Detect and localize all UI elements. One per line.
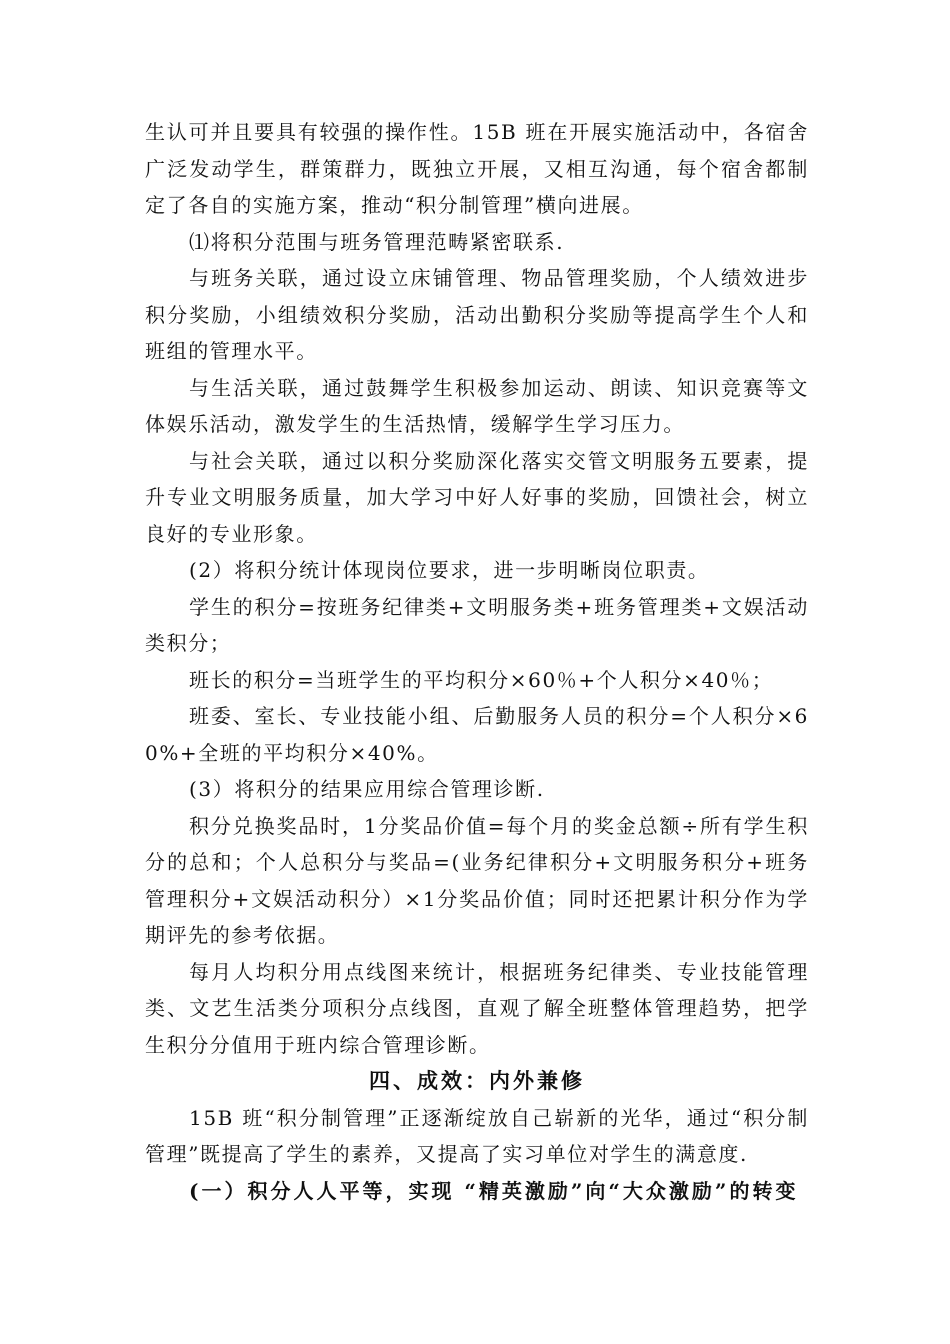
section-paragraph: 15B 班“积分制管理”正逐渐绽放自己崭新的光华，通过“积分制管理”既提高了学生的素养，又提高了实习单位对学生的满意度. <box>145 1105 809 1166</box>
paragraph-continuation: 生认可并且要具有较强的操作性。15B 班在开展实施活动中，各宿舍广泛发动学生，群策群力，既独立开展，又相互沟通，每个宿舍都制定了各自的实施方案，推动“积分制管理”横向进展。 <box>145 120 809 217</box>
paragraph-prize-exchange: 积分兑换奖品时，1分奖品价值=每个月的奖金总额÷所有学生积分的总和；个人总积分与奖品=(业务纪律积分+文明服务积分+班务管理积分+文娱活动积分）×1分奖品价值；同时还把累计积分作为学期评先的参考依据。 <box>145 813 809 947</box>
paragraph-society: 与社会关联，通过以积分奖励深化落实交管文明服务五要素，提升专业文明服务质量，加大学习中好人好事的奖励，回馈社会，树立良好的专业形象。 <box>145 448 809 546</box>
paragraph-class-affairs: 与班务关联，通过设立床铺管理、物品管理奖励，个人绩效进步积分奖励，小组绩效积分奖励，活动出勤积分奖励等提高学生个人和班组的管理水平。 <box>145 266 809 363</box>
paragraph-life: 与生活关联，通过鼓舞学生积极参加运动、朗读、知识竞赛等文体娱乐活动，激发学生的生活热情，缓解学生学习压力。 <box>145 375 809 436</box>
paragraph-monthly-statistics: 每月人均积分用点线图来统计，根据班务纪律类、专业技能管理类、文艺生活类分项积分点线图，直观了解全班整体管理趋势，把学生积分分值用于班内综合管理诊断。 <box>145 959 809 1057</box>
paragraph-committee-score-formula: 班委、室长、专业技能小组、后勤服务人员的积分=个人积分×60%+全班的平均积分×40%。 <box>145 704 809 765</box>
paragraph-item-3-heading: (3）将积分的结果应用综合管理诊断. <box>189 777 545 801</box>
subheading: (一）积分人人平等，实现 “精英激励”向“大众激励”的转变 <box>189 1178 799 1203</box>
paragraph-item-2-heading: (2）将积分统计体现岗位要求，进一步明晰岗位职责。 <box>189 558 710 582</box>
paragraph-monitor-score-formula: 班长的积分=当班学生的平均积分×60％+个人积分×40％； <box>189 667 774 692</box>
paragraph-item-1-heading: ⑴将积分范围与班务管理范畴紧密联系. <box>189 229 565 254</box>
section-heading: 四、成效：内外兼修 <box>369 1068 585 1093</box>
body-text <box>145 114 809 1209</box>
paragraph-student-score-formula: 学生的积分=按班务纪律类+文明服务类+班务管理类+文娱活动类积分； <box>145 594 809 655</box>
